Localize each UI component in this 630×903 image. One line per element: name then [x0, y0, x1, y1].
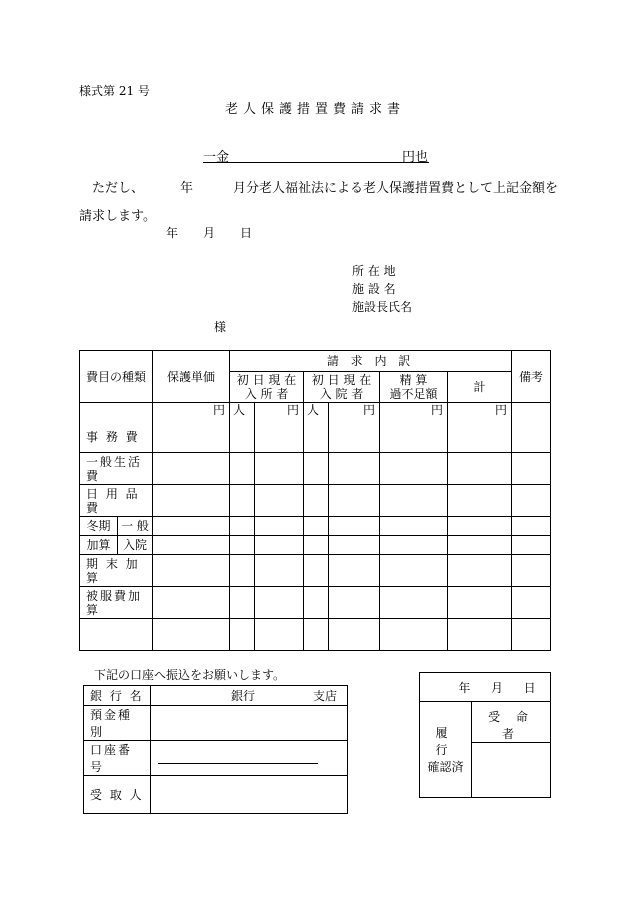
- cell-settlement[interactable]: [380, 485, 448, 517]
- bank-suffix: 銀行: [231, 689, 256, 703]
- header-hospitalized-line1: 初 日 現 在: [311, 373, 372, 387]
- cell-hospitalized-amount[interactable]: [329, 517, 380, 536]
- table-row: [80, 587, 551, 619]
- cell-admitted-person[interactable]: [230, 555, 255, 587]
- bank-account-table: [83, 685, 348, 814]
- cell-total[interactable]: [448, 453, 512, 485]
- cell-admitted-yen[interactable]: 円: [255, 403, 304, 453]
- header-claim-detail: 請 求 内 訳: [230, 351, 512, 372]
- amount-prefix: 一金: [203, 150, 230, 165]
- header-unit-price: 保護単価: [153, 351, 230, 403]
- header-remarks: 備考: [512, 351, 551, 403]
- cell-admitted-amount[interactable]: [255, 619, 304, 651]
- cell-hospitalized-amount[interactable]: [329, 453, 380, 485]
- amount-suffix: 円也: [402, 150, 429, 165]
- cell-unit[interactable]: [153, 485, 230, 517]
- cell-admitted-person[interactable]: [230, 517, 255, 536]
- cell-settlement[interactable]: [380, 555, 448, 587]
- table-row: [80, 403, 551, 453]
- header-settlement: [380, 372, 448, 403]
- execution-confirmed-label: [420, 702, 472, 798]
- cell-unit[interactable]: [153, 536, 230, 555]
- claim-line2: 請求します。: [79, 209, 156, 224]
- addressee-suffix: 様: [214, 320, 227, 334]
- cell-admitted-amount[interactable]: [255, 555, 304, 587]
- bank-name-label: 銀 行 名: [84, 686, 151, 706]
- date-year: 年: [166, 226, 179, 240]
- cell-remarks[interactable]: [512, 453, 551, 485]
- cell-admitted-person[interactable]: 人: [230, 403, 255, 453]
- cell-hospitalized-person[interactable]: [304, 587, 329, 619]
- cell-settlement[interactable]: [380, 587, 448, 619]
- header-hospitalized-line2: 入 院 者: [319, 387, 364, 401]
- header-total: 計: [448, 372, 512, 403]
- cell-hospitalized-amount[interactable]: [329, 555, 380, 587]
- row-label-winter-hosp: 入院: [118, 536, 153, 555]
- confirmation-table: [419, 672, 551, 798]
- cell-settlement[interactable]: [380, 619, 448, 651]
- cell-admitted-person[interactable]: [230, 453, 255, 485]
- claim-text: 月分老人福祉法による老人保護措置費として上記金額を: [233, 181, 559, 196]
- header-admitted: [230, 372, 304, 403]
- header-hospitalized: [304, 372, 380, 403]
- row-label-living: 一般生活費: [80, 453, 153, 485]
- cell-settlement[interactable]: [380, 453, 448, 485]
- date-month: 月: [203, 226, 216, 240]
- execution-line2: 確認済: [427, 760, 464, 774]
- confirm-year: 年: [458, 680, 471, 695]
- cell-admitted-amount[interactable]: [255, 587, 304, 619]
- bank-name-field[interactable]: [151, 686, 348, 706]
- row-label-daily: 日 用 品 費: [80, 485, 153, 517]
- cell-admitted-person[interactable]: [230, 485, 255, 517]
- cell-settlement[interactable]: [380, 536, 448, 555]
- cell-settlement[interactable]: [380, 517, 448, 536]
- row-label-winter-b: 加算: [80, 536, 118, 555]
- cell-admitted-amount[interactable]: [255, 536, 304, 555]
- cell-admitted-amount[interactable]: [255, 517, 304, 536]
- table-row: [80, 619, 551, 651]
- cell-remarks[interactable]: [512, 555, 551, 587]
- cell-unit[interactable]: [153, 555, 230, 587]
- cell-admitted-person[interactable]: [230, 587, 255, 619]
- header-item-type: 費目の種類: [80, 351, 153, 403]
- cell-unit[interactable]: [153, 619, 230, 651]
- cell-total[interactable]: [448, 587, 512, 619]
- cell-remarks[interactable]: [512, 485, 551, 517]
- address-location-label: 所 在 地: [352, 264, 396, 278]
- cell-total[interactable]: [448, 485, 512, 517]
- cell-hospitalized-person[interactable]: [304, 555, 329, 587]
- cell-hospitalized-person[interactable]: 人: [304, 403, 329, 453]
- row-label-clothing: 被服費加算: [80, 587, 153, 619]
- account-number-label: 口座番号: [84, 741, 151, 776]
- cell-total[interactable]: [448, 555, 512, 587]
- cell-hospitalized-person[interactable]: [304, 517, 329, 536]
- header-admitted-line2: 入 所 者: [244, 387, 289, 401]
- cell-hospitalized-yen[interactable]: 円: [329, 403, 380, 453]
- cell-remarks[interactable]: [512, 517, 551, 536]
- table-row: [80, 517, 551, 536]
- header-settlement-line1: 精 算: [399, 373, 428, 387]
- cell-hospitalized-person[interactable]: [304, 619, 329, 651]
- cell-unit[interactable]: [153, 453, 230, 485]
- cell-total[interactable]: [448, 517, 512, 536]
- recipient-signature-line: [158, 763, 318, 764]
- row-label-winter-a: 冬期: [80, 517, 118, 536]
- table-row: [80, 536, 551, 555]
- row-label-blank[interactable]: [80, 619, 153, 651]
- cell-hospitalized-person[interactable]: [304, 453, 329, 485]
- confirm-date-labels: [424, 679, 546, 696]
- cell-hospitalized-amount[interactable]: [329, 485, 380, 517]
- page-title: 老人保護措置費請求書: [224, 102, 405, 117]
- cell-admitted-amount[interactable]: [255, 453, 304, 485]
- cell-remarks[interactable]: [512, 536, 551, 555]
- claim-year: 年: [180, 181, 194, 196]
- table-row: [80, 485, 551, 517]
- cell-unit-yen[interactable]: 円: [153, 403, 230, 453]
- table-row: [80, 555, 551, 587]
- cell-hospitalized-amount[interactable]: [329, 619, 380, 651]
- account-type-field[interactable]: [151, 706, 348, 741]
- cell-total-yen[interactable]: 円: [448, 403, 512, 453]
- row-label-winter-general: 一 般: [118, 517, 153, 536]
- cell-admitted-amount[interactable]: [255, 485, 304, 517]
- cell-remarks[interactable]: [512, 403, 551, 453]
- table-row: [80, 453, 551, 485]
- cell-remarks[interactable]: [512, 619, 551, 651]
- confirm-month: 月: [491, 680, 504, 695]
- account-number-field[interactable]: [151, 741, 348, 776]
- director-name-label: 施設長氏名: [352, 300, 413, 314]
- cell-remarks[interactable]: [512, 587, 551, 619]
- recipient-field[interactable]: [151, 776, 348, 814]
- claim-lead: ただし、: [92, 181, 145, 196]
- cell-hospitalized-person[interactable]: [304, 485, 329, 517]
- cell-admitted-person[interactable]: [230, 536, 255, 555]
- cell-hospitalized-person[interactable]: [304, 536, 329, 555]
- claim-detail-table: [79, 350, 551, 651]
- cell-settlement-yen[interactable]: 円: [380, 403, 448, 453]
- header-settlement-line2: 過不足額: [389, 387, 438, 401]
- cell-hospitalized-amount[interactable]: [329, 587, 380, 619]
- bank-transfer-note: 下記の口座へ振込をお願いします。: [94, 668, 286, 682]
- order-receiver-field[interactable]: [472, 743, 551, 798]
- cell-admitted-person[interactable]: [230, 619, 255, 651]
- amount-field[interactable]: [203, 146, 429, 163]
- facility-name-label: 施 設 名: [352, 282, 396, 296]
- header-admitted-line1: 初 日 現 在: [236, 373, 297, 387]
- bank-name-suffixes: [157, 687, 341, 704]
- cell-total[interactable]: [448, 536, 512, 555]
- form-number: 様式第 21 号: [79, 84, 150, 98]
- order-receiver-label: 受 命 者: [472, 702, 551, 743]
- confirm-date[interactable]: [420, 673, 551, 702]
- cell-unit[interactable]: [153, 587, 230, 619]
- account-type-label: 預金種別: [84, 706, 151, 741]
- row-label-office: 事 務 費: [80, 403, 153, 453]
- recipient-label: 受 取 人: [84, 776, 151, 814]
- cell-hospitalized-amount[interactable]: [329, 536, 380, 555]
- row-label-yearend: 期 末 加 算: [80, 555, 153, 587]
- cell-unit[interactable]: [153, 517, 230, 536]
- execution-line1: 履 行: [435, 726, 456, 757]
- date-day: 日: [240, 226, 253, 240]
- branch-suffix: 支店: [312, 689, 337, 703]
- cell-total[interactable]: [448, 619, 512, 651]
- confirm-day: 日: [523, 680, 536, 695]
